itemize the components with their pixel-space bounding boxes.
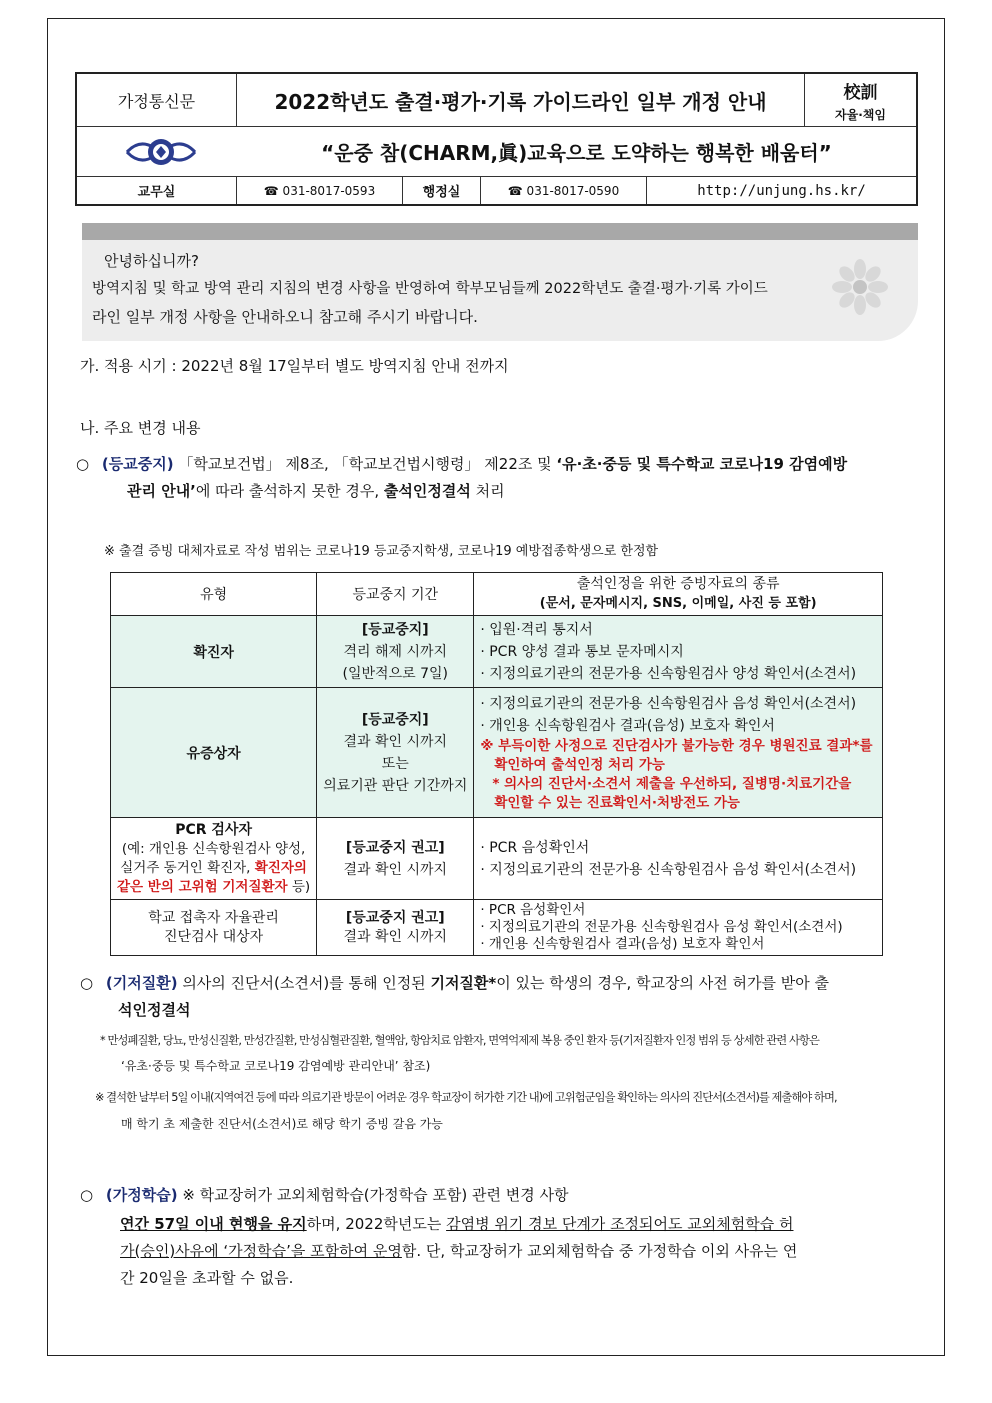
letterhead: [75, 72, 918, 206]
col-header-type: 유형: [111, 573, 317, 616]
school-emblem: [121, 132, 201, 172]
phone-academic[interactable]: ☎ 031-8017-0593: [263, 183, 376, 198]
chronic-line-1: ○ (기저질환) 의사의 진단서(소견서)를 통해 인정된 기저질환*이 있는 학생의 경우, 학교장의 사전 허가를 받아 출: [80, 974, 829, 992]
dept-academic: 교무실: [137, 185, 176, 200]
bullet: ○: [76, 455, 90, 473]
school-slogan: “운중 참(CHARM,眞)교육으로 도약하는 행복한 배움터”: [321, 141, 832, 165]
doc-type-label: 가정통신문: [117, 91, 196, 111]
greeting: 안녕하십니까?: [104, 252, 199, 270]
intro-line-1: 방역지침 및 학교 방역 관리 지침의 변경 사항을 반영하여 학부모님들께 2022학년도 출결·평가·기록 가이드: [92, 281, 768, 297]
school-motto: [805, 74, 916, 126]
intro-line-2: 라인 일부 개정 사항을 안내하오니 참고해 주시기 바랍니다.: [92, 308, 478, 326]
home-line-1: ○ (가정학습) ※ 학교장허가 교외체험학습(가정학습 포함) 관련 변경 사항: [80, 1186, 569, 1204]
table-header-row: [111, 573, 883, 616]
school-url-link[interactable]: http://unjung.hs.kr/: [697, 182, 866, 199]
absence-line-1: ○ (등교중지) 「학교보건법」 제8조, 「학교보건법시행령」 제22조 및 ‘유·초·중등 및 특수학교 코로나19 감염예방: [76, 455, 848, 473]
absence-note: ※ 출결 증빙 대체자료로 작성 범위는 코로나19 등교중지학생, 코로나19 예방접종학생으로 한정함: [104, 544, 659, 559]
notice-bar: [82, 223, 918, 240]
table-row: 유증상자 [등교중지] 결과 확인 시까지 또는 의료기관 판단 기간까지 · 지정의료기관의 전문가용 신속항원검사 음성 확인서(소견서) · 개인용 신속항원검사 결과(음성) 보호자 확인서 ※ 부득이한 사정으로 진단검사가 불가능한 경우 병원진료 결과*를 확인하여 출석인정 처리 가능 * 의사의 진단서·소견서 제출을 우선하되, 질병명·치료기간을 확인할 수 있는 진료확인서·처방전도 가능: [111, 688, 883, 818]
dept-admin: 행정실: [422, 185, 461, 200]
chronic-note-3: ※ 결석한 날부터 5일 이내(지역여건 등에 따라 의료기관 방문이 어려운 경우 학교장이 허가한 기간 내)에 고위험군임을 확인하는 의사의 진단서(소견서)를 제출해야 하며,: [95, 1091, 837, 1104]
chronic-note-2: ‘유초·중등 및 특수학교 코로나19 감염예방 관리안내’ 참조): [121, 1059, 431, 1073]
home-line-3: 가(승인)사유에 ‘가정학습’을 포함하여 운영함. 단, 학교장허가 교외체험학습 중 가정학습 이외 사유는 연: [120, 1242, 798, 1260]
section-a-period: 가. 적용 시기 : 2022년 8월 17일부터 별도 방역지침 안내 전까지: [80, 357, 509, 375]
motto-text: 자율·책임: [835, 107, 886, 122]
motto-title: 校訓: [843, 82, 878, 103]
flower-icon: [832, 259, 888, 315]
home-line-4: 간 20일을 초과할 수 없음.: [120, 1269, 294, 1287]
col-header-docs: 출석인정을 위한 증빙자료의 종류 (문서, 문자메시지, SNS, 이메일, 사진 등 포함): [474, 573, 883, 616]
chronic-note-4: 매 학기 초 제출한 진단서(소견서)로 해당 학기 증빙 갈음 가능: [121, 1117, 443, 1131]
table-row: 학교 접촉자 자율관리 진단검사 대상자 [등교중지 권고] 결과 확인 시까지 · PCR 음성확인서 · 지정의료기관의 전문가용 신속항원검사 음성 확인서(소견서) · 개인용 신속항원검사 결과(음성) 보호자 확인서: [111, 900, 883, 956]
table-row: PCR 검사자 (예: 개인용 신속항원검사 양성, 실거주 동거인 확진자, 확진자의 같은 반의 고위험 기저질환자 등) [등교중지 권고] 결과 확인 시까지 · PCR 음성확인서 · 지정의료기관의 전문가용 신속항원검사 음성 확인서(소견서): [111, 818, 883, 900]
table-row: 확진자 [등교중지] 격리 해제 시까지 (일반적으로 7일) · 입원·격리 통지서 · PCR 양성 결과 통보 문자메시지 · 지정의료기관의 전문가용 신속항원검사 양성 확인서(소견서): [111, 616, 883, 688]
chronic-line-2: 석인정결석: [118, 1001, 191, 1019]
evidence-table: [110, 572, 883, 956]
home-line-2: 연간 57일 이내 현행을 유지하며, 2022학년도는 감염병 위기 경보 단계가 조정되어도 교외체험학습 허: [120, 1215, 794, 1233]
intro-notice: [82, 223, 918, 341]
phone-admin[interactable]: ☎ 031-8017-0590: [507, 183, 620, 198]
section-b-heading: 나. 주요 변경 내용: [80, 419, 201, 437]
chronic-note-1: * 만성폐질환, 당뇨, 만성신질환, 만성간질환, 만성심혈관질환, 혈액암, 항암치료 암환자, 면역억제제 복용 중인 환자 등(기저질환자 인정 범위 등 상세한 관련 사항은: [100, 1034, 820, 1047]
page-title: 2022학년도 출결·평가·기록 가이드라인 일부 개정 안내: [274, 89, 767, 114]
col-header-period: 등교중지 기간: [317, 573, 474, 616]
absence-line-2: 관리 안내’에 따라 출석하지 못한 경우, 출석인정결석 처리: [127, 482, 505, 500]
